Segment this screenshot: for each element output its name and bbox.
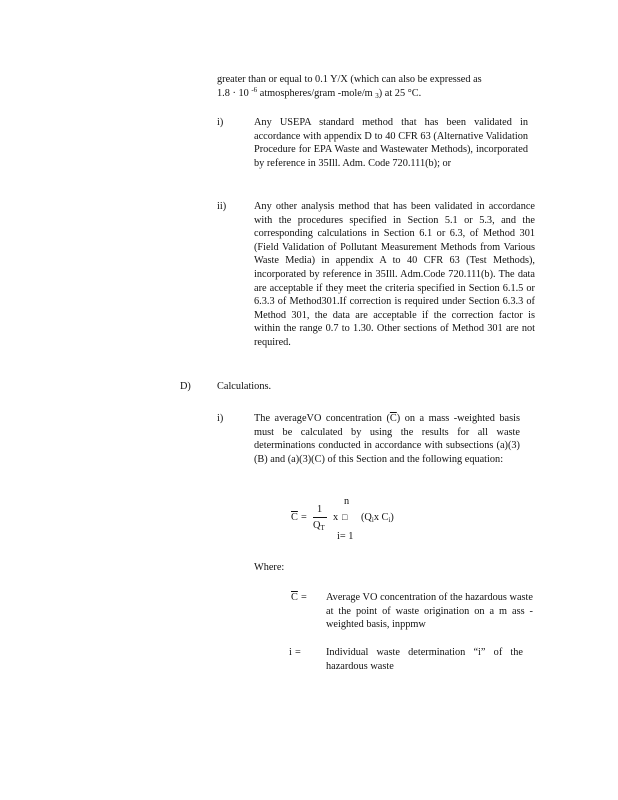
definition-text-i: Individual waste determination “i” of the hazardous waste [326, 647, 523, 672]
eq-times: x [333, 512, 339, 523]
item-i-text: Any USEPA standard method that has been validated in accordance with appendix D to 40 CFR 63 (Alternative Validation Procedure for EPA Waste and Wastewater Methods), incorporated by reference in 35Ill. Adm. Code 720.111(b); or [254, 117, 528, 169]
eq-equals: = [301, 512, 307, 523]
section-d-label: D) [180, 381, 191, 392]
item-ii-text: Any other analysis method that has been validated in accordance with the procedures specified in Section 5.1 or 5.3, and the corresponding calculations in Section 6.1 or 6.3, of Method 301 (Field Validation of Pollutant Measurement Methods from Various Waste Media) in appendix A to 40 CFR 63 (Test Methods), incorporated by reference in 35Ill. Adm.Code 720.111(b). The data are acceptable if they meet the criteria specified in Section 6.1.5 or 6.3.3 of Method301.If correction is required under Section 6.3.3 of Method 301, the data are acceptable if the correction factor is within the range 0.7 to 1.30. Other sections of Method 301 are not required. [254, 201, 535, 348]
eq-fraction-bar [313, 517, 327, 518]
intro-line-1: greater than or equal to 0.1 Y/X (which can also be expressed as [217, 74, 482, 85]
item-ii-label: ii) [217, 201, 227, 212]
intro-paragraph [217, 73, 528, 100]
definition-symbol-i: i [289, 647, 292, 658]
sum-icon: □ [342, 512, 348, 522]
definition-text-c: Average VO concentration of the hazardous waste at the point of waste origination on a m ass -weighted basis, inppmw [326, 592, 533, 631]
definition-eq-i: = [295, 647, 301, 658]
calc-i-label: i) [217, 413, 224, 424]
item-i-label: i) [217, 117, 224, 128]
eq-denominator: $Q_T$ [313, 520, 325, 532]
eq-upper-limit: n [344, 496, 350, 507]
eq-numerator: 1 [317, 504, 323, 515]
section-d-title: Calculations. [217, 381, 272, 392]
definition-eq-c: = [301, 592, 307, 603]
where-label: Where: [254, 562, 285, 573]
definition-symbol-c: $\overline{C}$ [291, 592, 298, 603]
intro-line-2: 1.8 · 10 $^{-6}$ atmospheres/gram -mole/m $_3$) at 25 °C. [217, 85, 422, 100]
c-bar-symbol: $\overline{C}$ [389, 413, 397, 424]
calc-i-text: The averageVO concentration $(\overline{C})$ on a mass -weighted basis must be calculated by using the results for all waste determinations conducted in accordance with subsections (a)(3)(B) and (a)(3)(C) of this Section and the following equation: [254, 413, 521, 465]
eq-lower-limit: i= 1 [337, 531, 354, 542]
eq-term: ($Q_ix$ $C_i$) [361, 512, 394, 524]
eq-lhs: $\overline{C}$ [291, 512, 298, 523]
